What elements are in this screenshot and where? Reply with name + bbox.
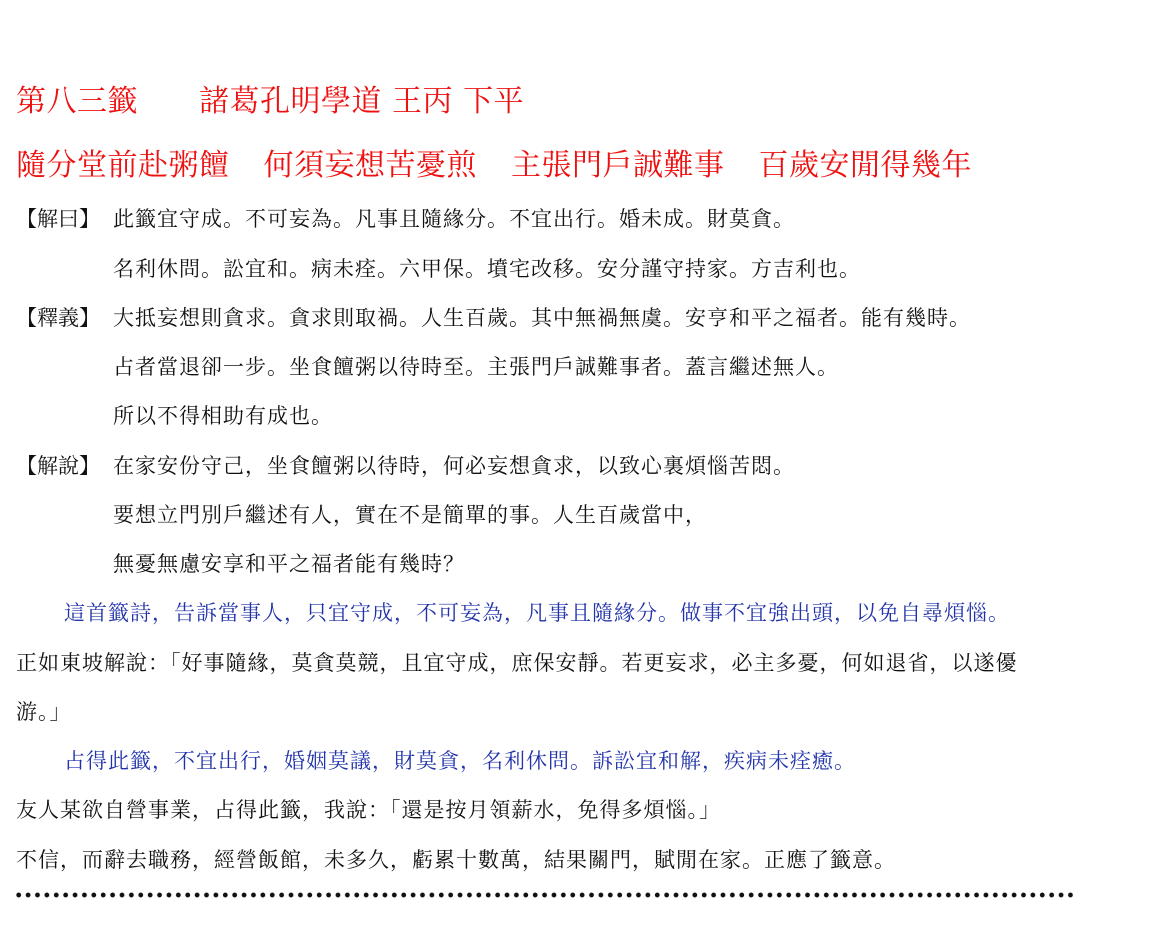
jieyue-line-2: 名利休問。訟宜和。病未痊。六甲保。墳宅改移。安分謹守持家。方吉利也。 xyxy=(113,257,861,281)
dotted-divider xyxy=(14,890,1074,900)
poem-verse-line-2: 何須妄想苦憂煎 xyxy=(263,148,477,183)
commentary-paragraph-3: 占得此籤，不宜出行，婚姻莫議，財莫貪，名利休問。訴訟宜和解，疾病未痊癒。 xyxy=(64,749,856,773)
poem-verse xyxy=(16,140,1006,184)
jieshuo-line-2: 要想立門別戶繼述有人，實在不是簡單的事。人生百歲當中， xyxy=(113,503,707,527)
shiyi-label: 【釋義】 xyxy=(16,306,100,330)
poem-title: 第八三籤 諸葛孔明學道 王丙 下平 xyxy=(16,84,525,119)
commentary-paragraph-2-line-1: 正如東坡解說：「好事隨緣，莫貪莫競，且宜守成，庶保安靜。若更妄求，必主多憂，何如退省，以遂優 xyxy=(16,651,1018,675)
jieshuo-line-3: 無憂無慮安享和平之福者能有幾時？ xyxy=(113,552,465,576)
shiyi-line-2: 占者當退卻一步。坐食饘粥以待時至。主張門戶誠難事者。蓋言繼述無人。 xyxy=(113,355,839,379)
jieshuo-label: 【解說】 xyxy=(16,454,100,478)
shiyi-line-3: 所以不得相助有成也。 xyxy=(113,404,333,428)
commentary-paragraph-5: 不信，而辭去職務，經營飯館，未多久，虧累十數萬，結果關門，賦閒在家。正應了籤意。 xyxy=(16,848,896,872)
commentary-paragraph-1: 這首籤詩，告訴當事人，只宜守成，不可妄為，凡事且隨緣分。做事不宜強出頭，以免自尋煩惱。 xyxy=(64,601,1010,625)
jieyue-label: 【解曰】 xyxy=(16,207,100,231)
shiyi-line-1: 大抵妄想則貪求。貪求則取禍。人生百歲。其中無禍無虞。安亨和平之福者。能有幾時。 xyxy=(113,306,971,330)
commentary-paragraph-4: 友人某欲自營事業，占得此籤，我說：「還是按月領薪水，免得多煩惱。」 xyxy=(16,798,721,822)
jieyue-line-1: 此籤宜守成。不可妄為。凡事且隨緣分。不宜出行。婚未成。財莫貪。 xyxy=(113,207,795,231)
poem-verse-line-1: 隨分堂前赴粥饘 xyxy=(16,148,230,183)
poem-verse-line-3: 主張門戶誠難事 xyxy=(511,148,725,183)
commentary-paragraph-2-line-2: 游。」 xyxy=(16,700,72,724)
poem-verse-line-4: 百歲安閒得幾年 xyxy=(758,148,972,183)
jieshuo-line-1: 在家安份守己，坐食饘粥以待時，何必妄想貪求，以致心裏煩惱苦悶。 xyxy=(113,454,795,478)
